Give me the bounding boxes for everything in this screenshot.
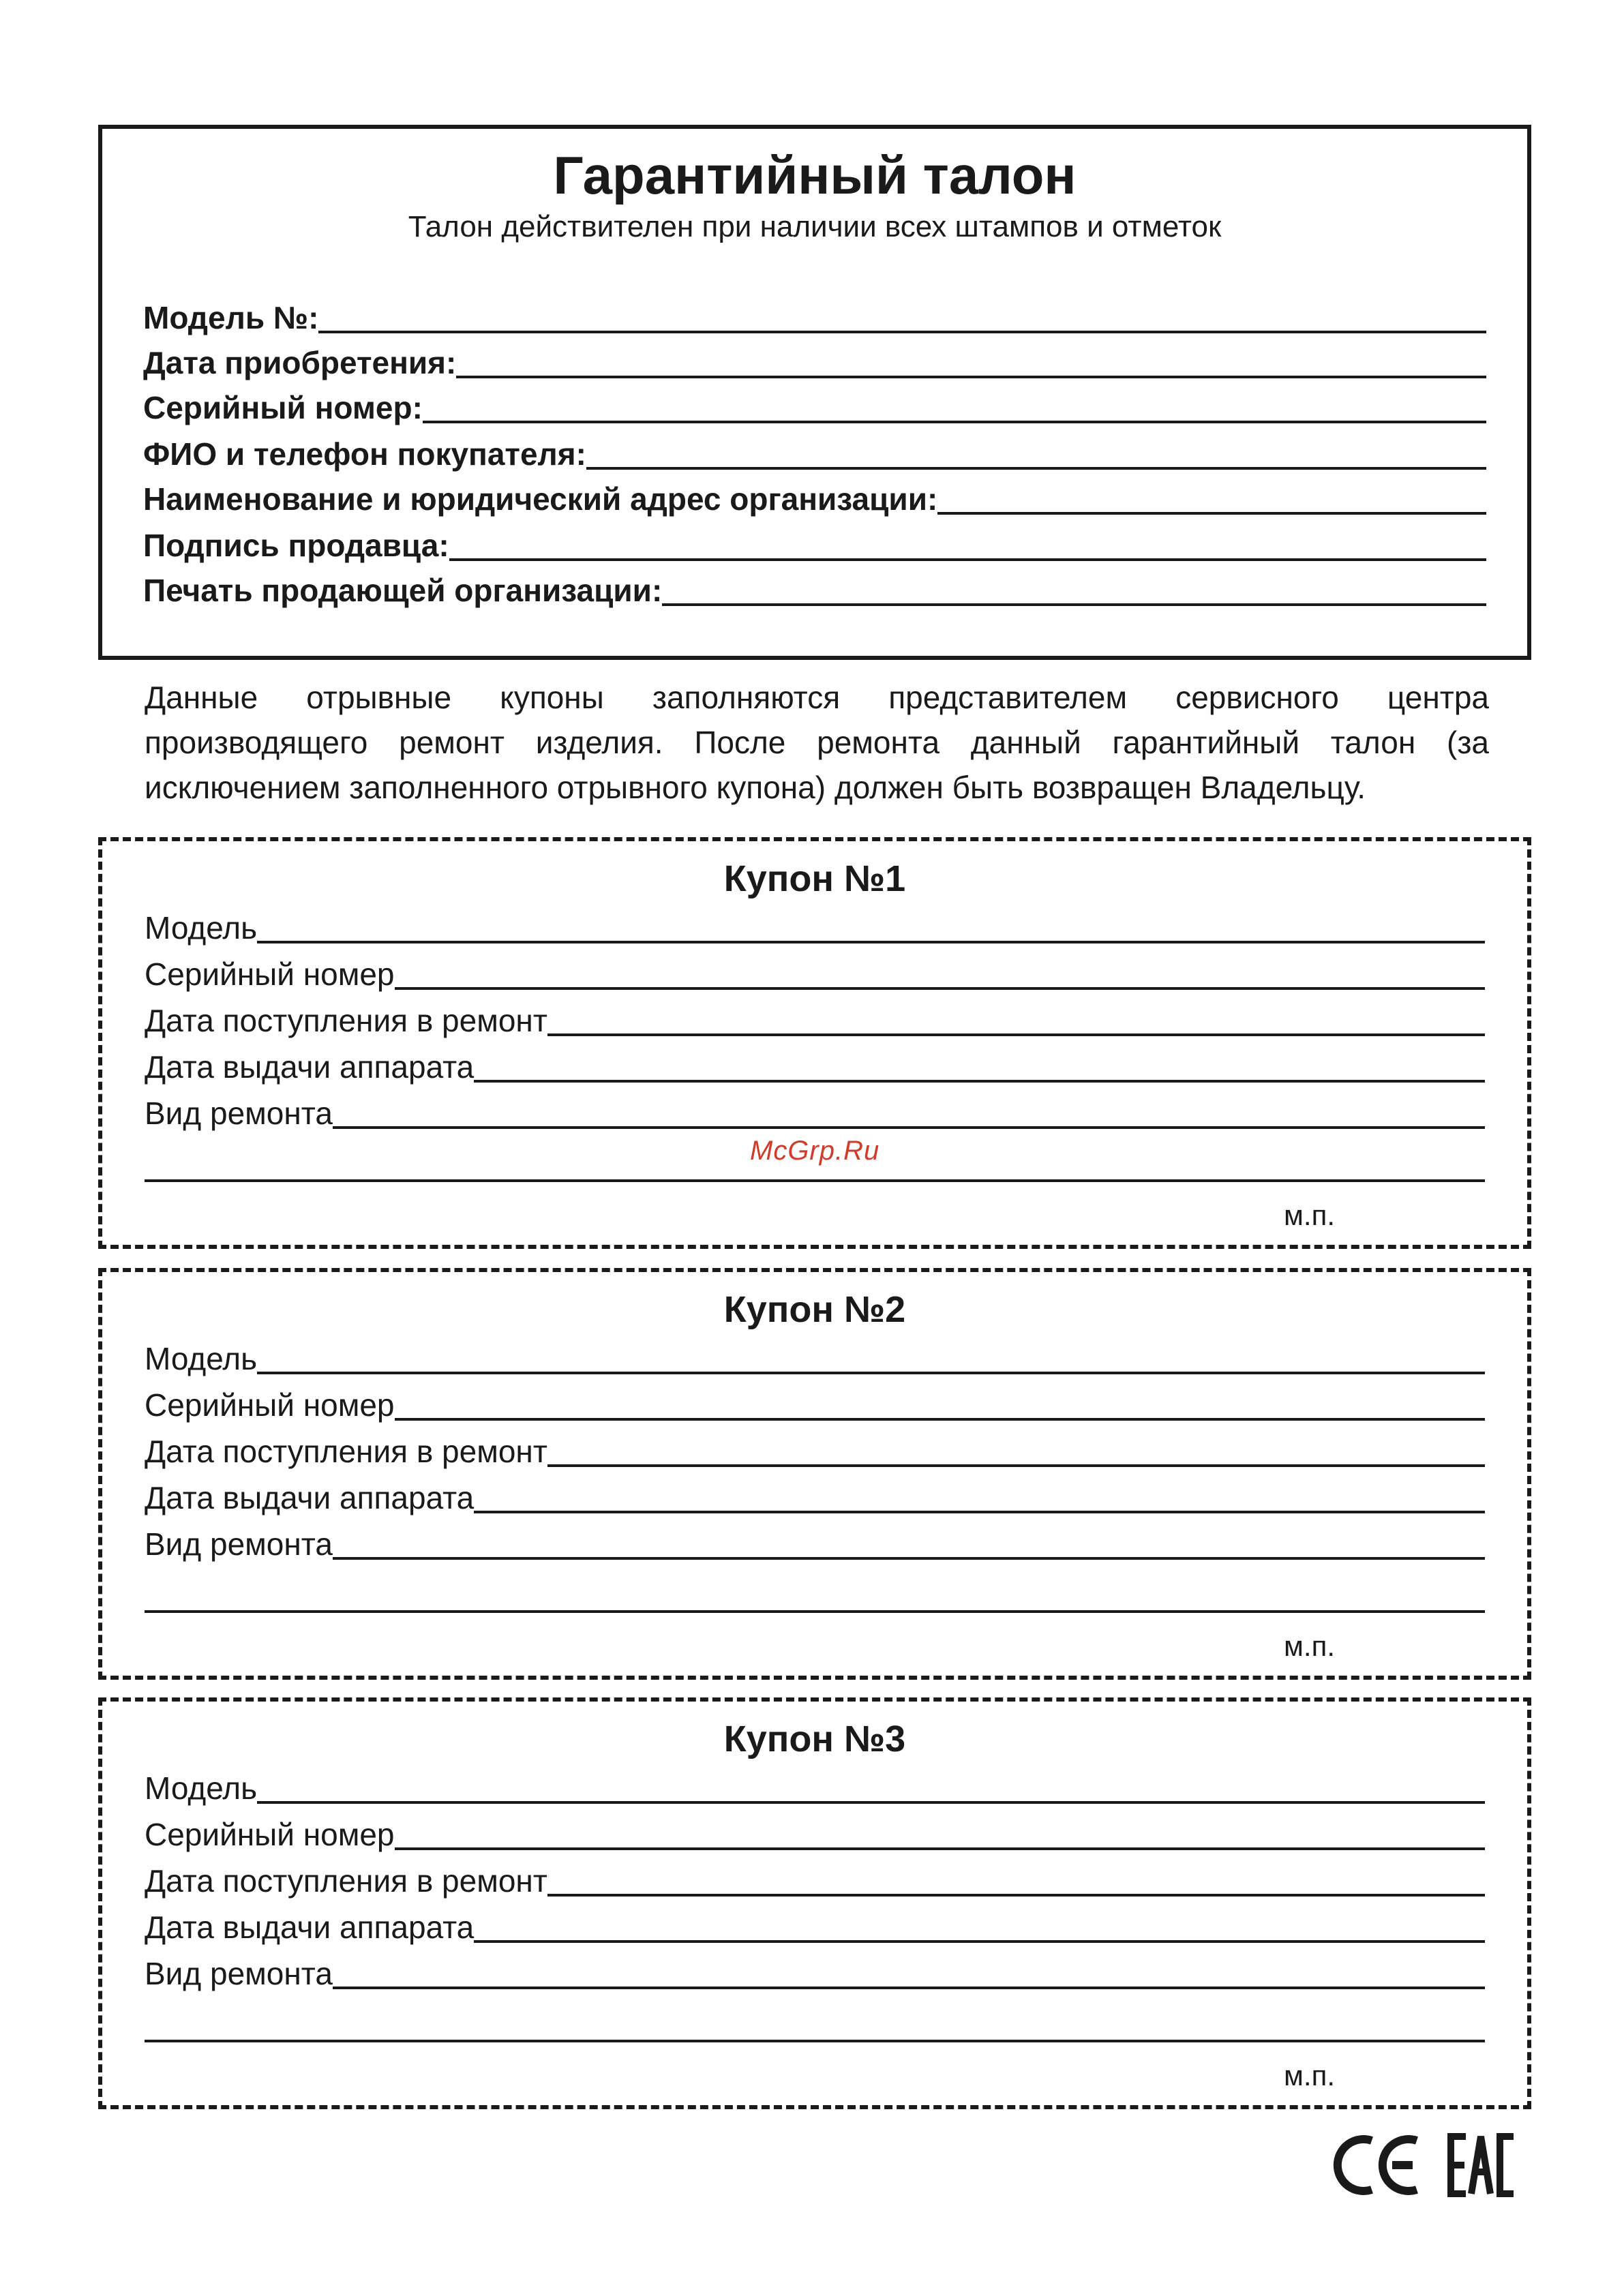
coupon-model-field[interactable] — [145, 1338, 1485, 1378]
buyer-name-phone-field[interactable] — [143, 433, 1486, 474]
coupon-repair-type-field[interactable] — [145, 1523, 1485, 1564]
coupon-received-date-field[interactable] — [145, 1860, 1485, 1901]
coupon-model-field[interactable] — [145, 1767, 1485, 1808]
coupon-model-line[interactable] — [257, 1800, 1485, 1804]
coupon-model-label: Модель — [145, 1770, 258, 1806]
coupon-repair-type-line[interactable] — [333, 1986, 1485, 1989]
coupon-title: Купон №3 — [723, 1719, 906, 1759]
seller-signature-line[interactable] — [449, 558, 1486, 561]
coupon-serial-label: Серийный номер — [145, 1387, 395, 1423]
seller-stamp-label: Печать продающей организации: — [143, 573, 663, 608]
coupon-repair-type-line[interactable] — [333, 1126, 1485, 1129]
stamp-place-label: м.п. — [1284, 1199, 1335, 1231]
watermark: McGrp.Ru — [750, 1136, 880, 1166]
coupon-issue-date-field[interactable] — [145, 1046, 1485, 1087]
coupon-model-line[interactable] — [257, 940, 1485, 943]
certification-marks — [1329, 2127, 1534, 2202]
coupons-instructions — [145, 675, 1489, 810]
organization-address-label: Наименование и юридический адрес организации: — [143, 481, 938, 517]
coupon-model-label: Модель — [145, 1341, 258, 1376]
coupon-model-field[interactable] — [145, 907, 1485, 948]
coupon-repair-type-label: Вид ремонта — [145, 1096, 333, 1131]
ce-mark-icon — [1338, 2139, 1417, 2191]
coupon-serial-line[interactable] — [395, 1417, 1486, 1421]
coupon-serial-field[interactable] — [145, 1384, 1485, 1425]
coupon-extra-line[interactable] — [145, 1610, 1485, 1613]
coupon-issue-date-label: Дата выдачи аппарата — [145, 1049, 475, 1085]
coupon-repair-type-field[interactable] — [145, 1092, 1485, 1133]
instructions-line-2: производящего ремонт изделия. После ремонта данный гарантийный талон (за — [145, 725, 1489, 760]
coupon-issue-date-line[interactable] — [474, 1510, 1485, 1513]
buyer-name-phone-label: ФИО и телефон покупателя: — [143, 436, 586, 472]
coupon-repair-type-field[interactable] — [145, 1952, 1485, 1993]
coupon-issue-date-field[interactable] — [145, 1477, 1485, 1517]
model-number-line[interactable] — [318, 330, 1486, 333]
warranty-card — [98, 125, 1531, 660]
coupon-model-label: Модель — [145, 910, 258, 946]
buyer-name-phone-line[interactable] — [586, 466, 1486, 470]
coupon-extra-line[interactable] — [145, 1179, 1485, 1182]
organization-address-line[interactable] — [937, 511, 1486, 515]
warranty-title: Гарантийный талон — [553, 145, 1077, 205]
coupon-repair-type-line[interactable] — [333, 1556, 1485, 1560]
coupon-serial-field[interactable] — [145, 953, 1485, 994]
instructions-line-3: исключением заполненного отрывного купона) должен быть возвращен Владельцу. — [145, 770, 1366, 805]
coupon-serial-line[interactable] — [395, 1847, 1486, 1850]
coupon-issue-date-label: Дата выдачи аппарата — [145, 1909, 475, 1945]
coupon-extra-line[interactable] — [145, 2040, 1485, 2042]
stamp-place-label: м.п. — [1284, 1630, 1335, 1662]
serial-number-field[interactable] — [143, 387, 1486, 427]
coupon-1 — [98, 837, 1531, 1249]
coupon-received-date-line[interactable] — [547, 1893, 1485, 1897]
coupon-serial-field[interactable] — [145, 1813, 1485, 1854]
coupon-received-date-label: Дата поступления в ремонт — [145, 1863, 547, 1899]
coupon-issue-date-label: Дата выдачи аппарата — [145, 1480, 475, 1515]
coupon-received-date-line[interactable] — [547, 1033, 1485, 1036]
coupon-issue-date-field[interactable] — [145, 1906, 1485, 1947]
coupon-issue-date-line[interactable] — [474, 1079, 1485, 1083]
coupon-3 — [98, 1697, 1531, 2109]
model-number-label: Модель №: — [143, 300, 319, 335]
coupon-received-date-field[interactable] — [145, 999, 1485, 1040]
coupon-received-date-label: Дата поступления в ремонт — [145, 1003, 547, 1038]
serial-number-line[interactable] — [423, 420, 1486, 423]
coupon-title: Купон №2 — [723, 1289, 906, 1330]
model-number-field[interactable] — [143, 297, 1486, 337]
coupon-repair-type-label: Вид ремонта — [145, 1526, 333, 1562]
coupon-repair-type-label: Вид ремонта — [145, 1956, 333, 1991]
seller-signature-field[interactable] — [143, 524, 1486, 565]
warranty-subtitle: Талон действителен при наличии всех штампов и отметок — [408, 210, 1222, 243]
coupon-received-date-label: Дата поступления в ремонт — [145, 1434, 547, 1469]
eac-mark-icon — [1451, 2136, 1514, 2194]
coupon-received-date-field[interactable] — [145, 1430, 1485, 1471]
seller-signature-label: Подпись продавца: — [143, 528, 449, 563]
coupon-2 — [98, 1268, 1531, 1680]
coupon-title: Купон №1 — [723, 858, 906, 899]
coupon-model-line[interactable] — [257, 1371, 1485, 1374]
coupon-serial-label: Серийный номер — [145, 1817, 395, 1852]
seller-stamp-field[interactable] — [143, 569, 1486, 610]
stamp-place-label: м.п. — [1284, 2059, 1335, 2091]
coupon-serial-label: Серийный номер — [145, 956, 395, 992]
coupon-received-date-line[interactable] — [547, 1464, 1485, 1467]
instructions-line-1: Данные отрывные купоны заполняются представителем сервисного центра — [145, 680, 1489, 715]
seller-stamp-line[interactable] — [662, 603, 1486, 606]
serial-number-label: Серийный номер: — [143, 390, 423, 425]
purchase-date-label: Дата приобретения: — [143, 345, 457, 380]
coupon-serial-line[interactable] — [395, 986, 1486, 990]
purchase-date-field[interactable] — [143, 342, 1486, 382]
organization-address-field[interactable] — [143, 478, 1486, 519]
coupon-issue-date-line[interactable] — [474, 1939, 1485, 1943]
purchase-date-line[interactable] — [456, 375, 1486, 378]
